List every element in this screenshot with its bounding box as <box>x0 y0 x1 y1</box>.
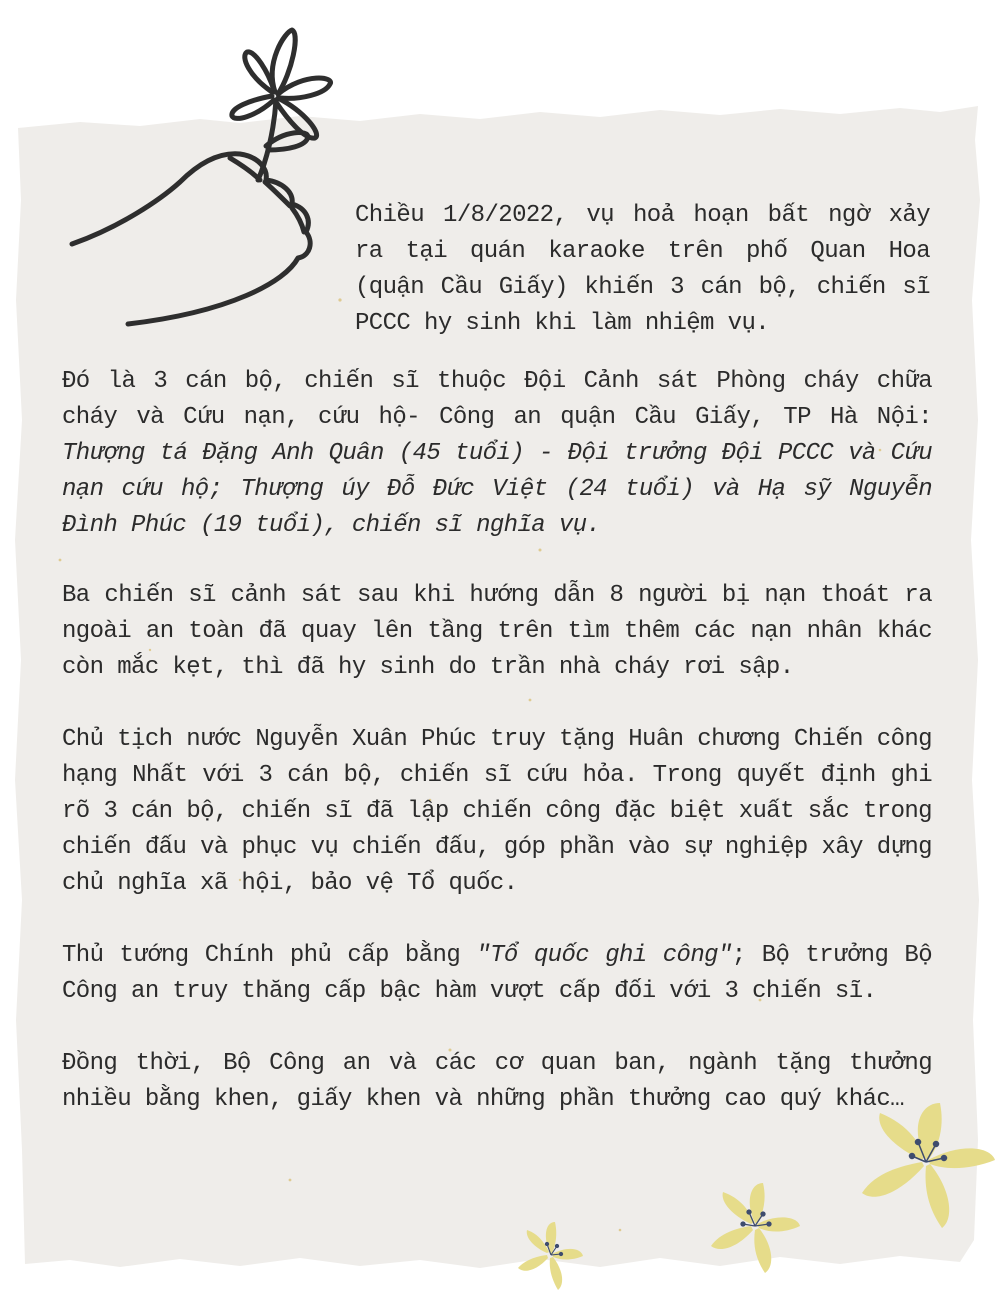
award-text: Chủ tịch nước Nguyễn Xuân Phúc truy tặng Huân chương Chiến công hạng Nhất với 3 cán bộ, chiến sĩ cứu hỏa. Trong quyết định ghi rõ 3 cán bộ, chiến sĩ đã lập chiến công đặc biệt xuất sắc trong chiến đấu và phục vụ chiến đấu, góp phần vào sự nghiệp xây dựng chủ nghĩa xã hội, bảo vệ Tổ quốc. <box>62 726 932 897</box>
paragraph-honor <box>62 938 932 1010</box>
rescue-text: Ba chiến sĩ cảnh sát sau khi hướng dẫn 8 người bị nạn thoát ra ngoài an toàn đã quay lên tầng trên tìm thêm các nạn nhân khác còn mắc kẹt, thì đã hy sinh do trần nhà cháy rơi sập. <box>62 582 932 681</box>
honor-before-text: Thủ tướng Chính phủ cấp bằng <box>62 942 477 969</box>
honor-quote-text: "Tổ quốc ghi công" <box>476 942 732 969</box>
intro-text: Chiều 1/8/2022, vụ hoả hoạn bất ngờ xảy ra tại quán karaoke trên phố Quan Hoa (quận Cầu Giấy) khiến 3 cán bộ, chiến sĩ PCCC hy sinh khi làm nhiệm vụ. <box>355 202 930 337</box>
intro-paragraph <box>355 198 930 342</box>
yellow-flower-icon <box>850 1098 1000 1238</box>
paragraph-rescue <box>62 578 932 686</box>
yellow-flower-icon <box>705 1178 805 1278</box>
paragraph-award <box>62 722 932 902</box>
victims-lead-text: Đó là 3 cán bộ, chiến sĩ thuộc Đội Cảnh sát Phòng cháy chữa cháy và Cứu nạn, cứu hộ- Công an quận Cầu Giấy, TP Hà Nội: <box>62 368 932 431</box>
honor-after-text: ; Bộ trưởng Bộ Công an truy thăng cấp bậc hàm vượt cấp đối với 3 chiến sĩ. <box>62 942 932 1005</box>
paragraph-commendation <box>62 1046 932 1118</box>
commendation-text: Đồng thời, Bộ Công an và các cơ quan ban, ngành tặng thưởng nhiều bằng khen, giấy khen và những phần thưởng cao quý khác… <box>62 1050 932 1113</box>
hand-holding-flower-icon <box>60 22 340 342</box>
yellow-flower-icon <box>515 1218 585 1293</box>
paragraph-victims <box>62 364 932 544</box>
victims-names-text: Thượng tá Đặng Anh Quân (45 tuổi) - Đội trưởng Đội PCCC và Cứu nạn cứu hộ; Thượng úy Đỗ Đức Việt (24 tuổi) và Hạ sỹ Nguyễn Đình Phúc (19 tuổi), chiến sĩ nghĩa vụ. <box>62 440 932 539</box>
